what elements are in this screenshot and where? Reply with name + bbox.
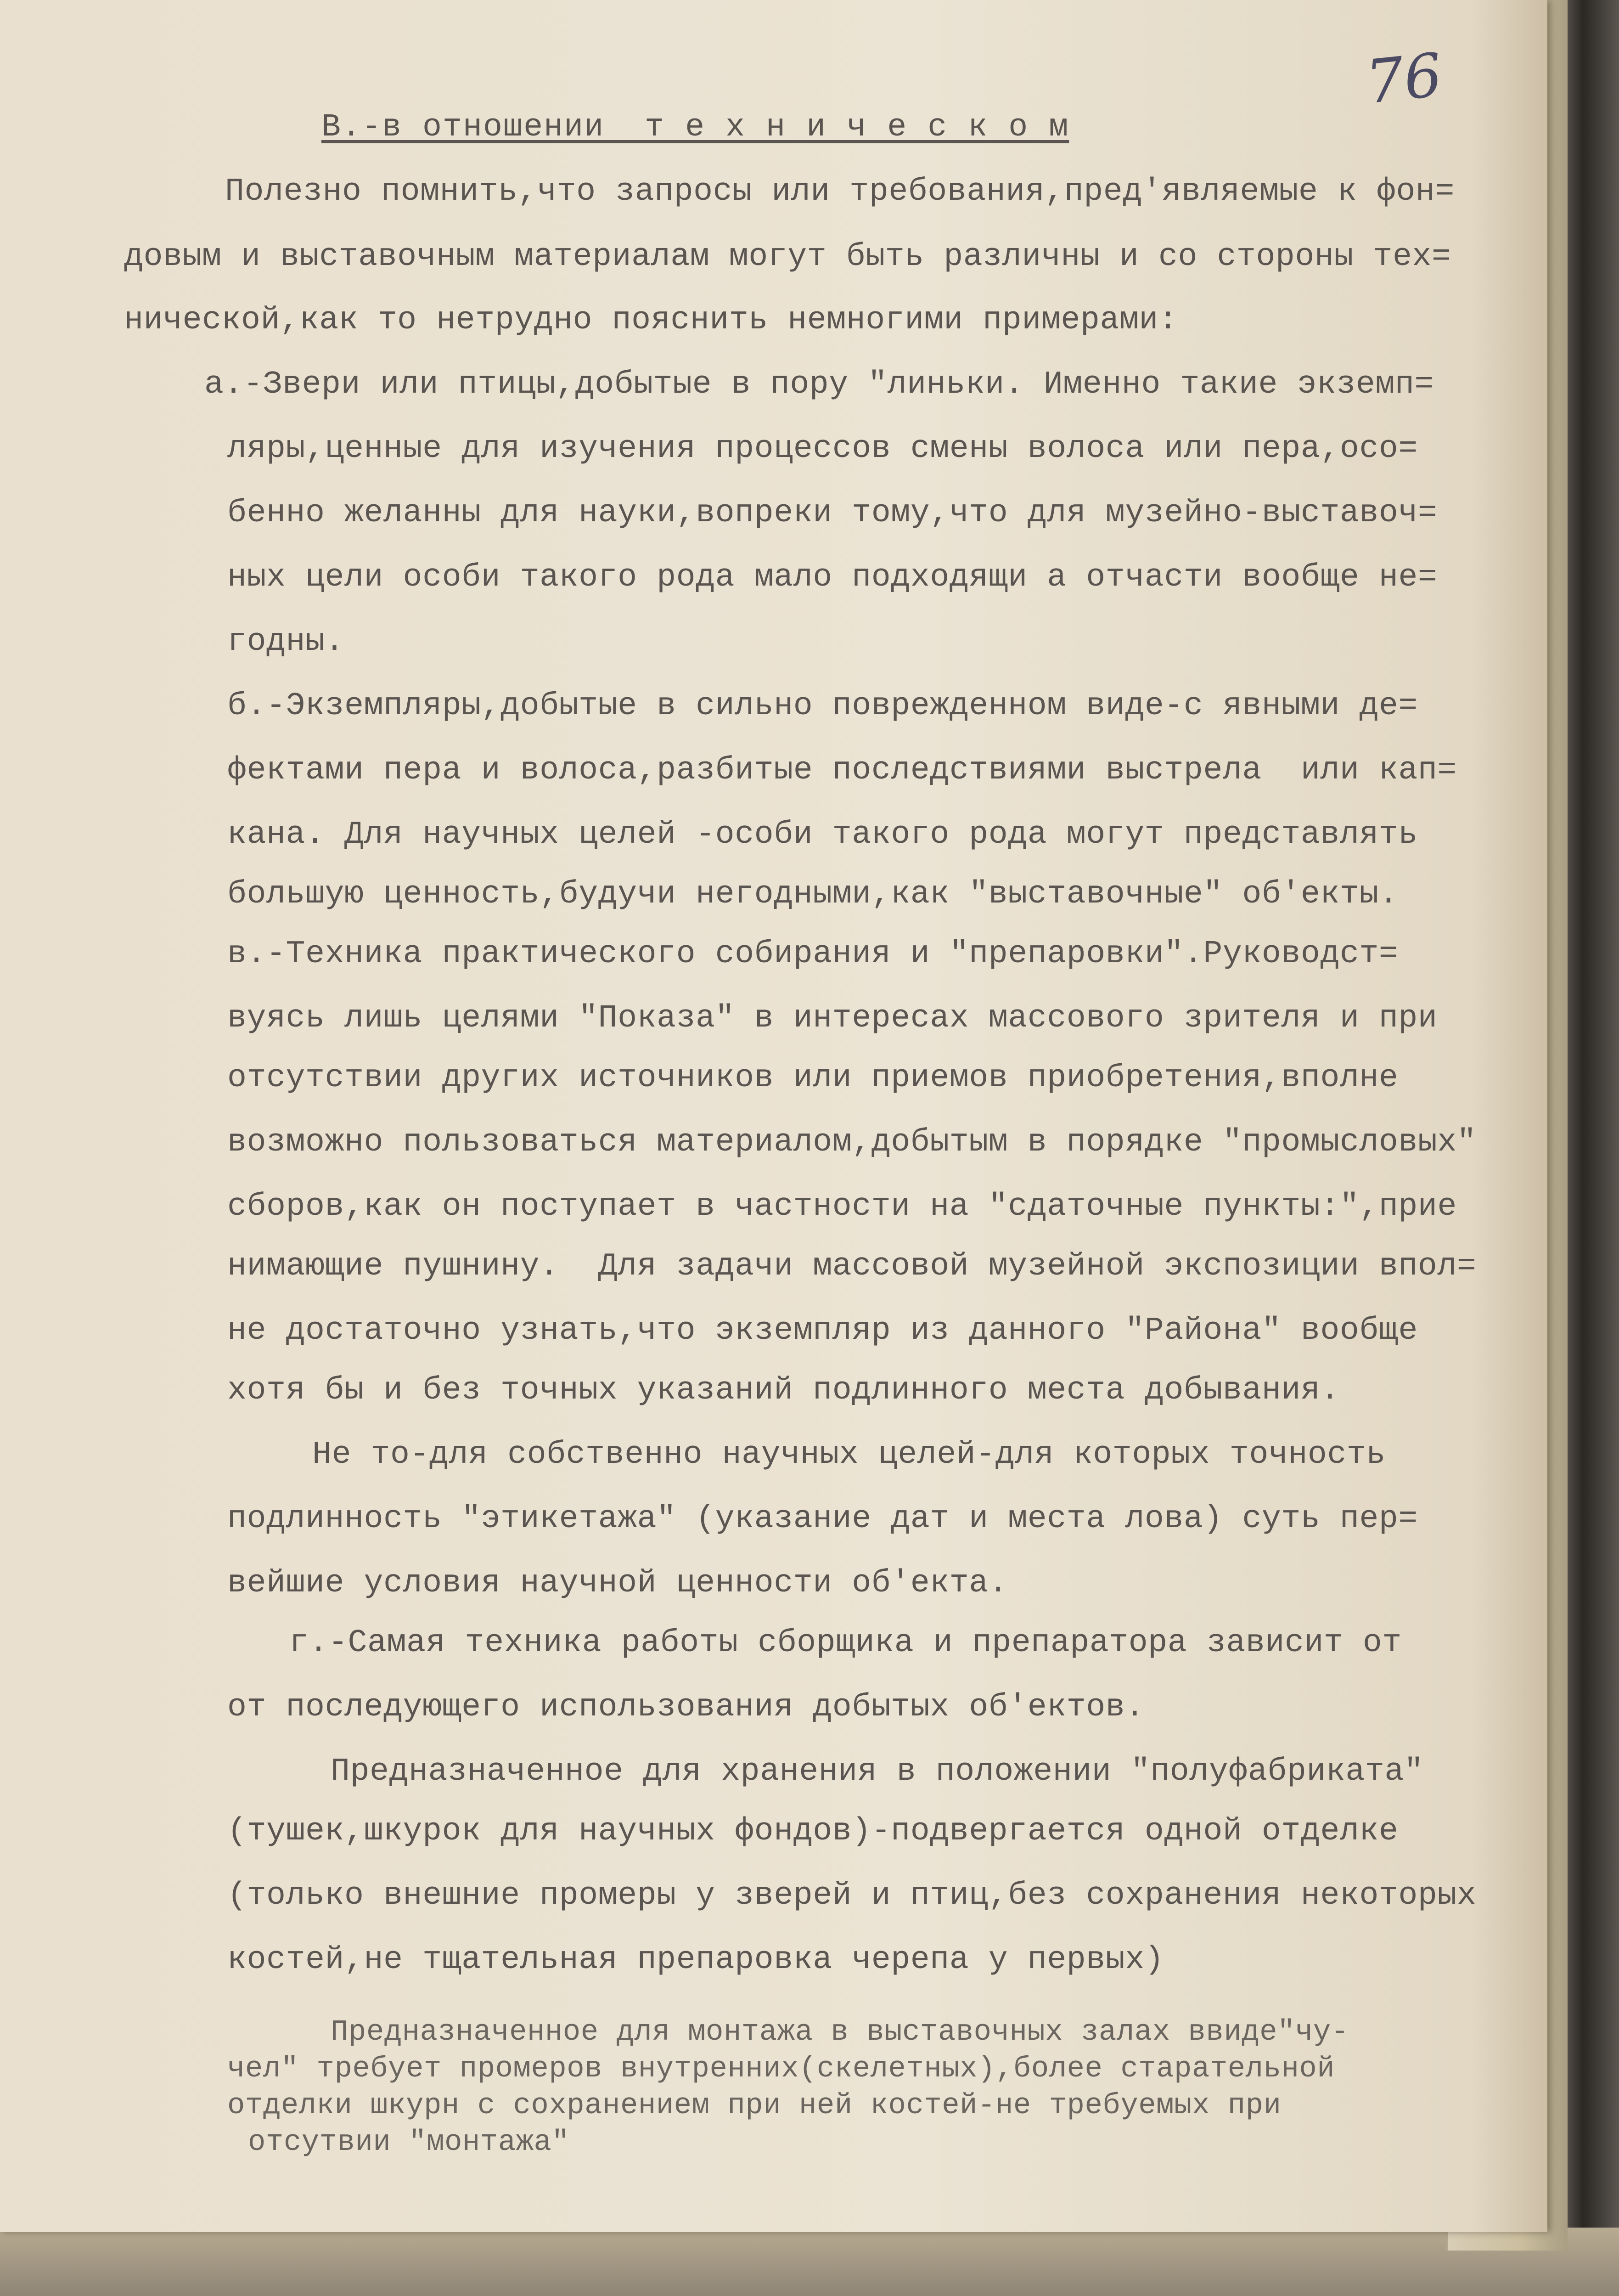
text-line: от последующего использования добытых об'ектов. — [227, 1689, 1145, 1726]
text-line: фектами пера и волоса,разбитые последствиями выстрела или кап= — [227, 752, 1457, 789]
text-line: Не то-для собственно научных целей-для которых точность — [312, 1437, 1386, 1473]
text-line: возможно пользоваться материалом,добытым в порядке "промысловых" — [227, 1124, 1477, 1161]
text-line: (тушек,шкурок для научных фондов)-подвергается одной отделке — [227, 1813, 1399, 1850]
handwritten-page-number: 76 — [1362, 39, 1445, 118]
text-line-footnote: Предназначенное для монтажа в выставочных залах ввиде"чу- — [331, 2016, 1349, 2049]
text-line: бенно желанны для науки,вопреки тому,что для музейно-выставоч= — [227, 495, 1438, 531]
text-line: Полезно помнить,что запросы или требования,пред'являемые к фон= — [225, 174, 1455, 210]
text-line: подлинность "этикетажа" (указание дат и места лова) суть пер= — [227, 1501, 1418, 1537]
text-line: отсутствии других источников или приемов приобретения,вполне — [227, 1060, 1399, 1096]
text-line: Предназначенное для хранения в положении "полуфабриката" — [331, 1754, 1424, 1790]
text-line: большую ценность,будучи негодными,как "выставочные" об'екты. — [227, 876, 1399, 913]
text-line: ляры,ценные для изучения процессов смены волоса или пера,осо= — [227, 431, 1418, 467]
text-line: вуясь лишь целями "Показа" в интересах массового зрителя и при — [227, 1000, 1438, 1037]
text-line: довым и выставочным материалам могут быть различны и со стороны тех= — [124, 239, 1451, 275]
section-heading: В.-в отношении т е х н и ч е с к о м — [321, 109, 1069, 146]
text-line: в.-Техника практического собирания и "препаровки".Руководст= — [227, 936, 1399, 972]
text-line: хотя бы и без точных указаний подлинного места добывания. — [227, 1372, 1340, 1409]
text-line: вейшие условия научной ценности об'екта. — [227, 1565, 1008, 1602]
text-line-footnote: отделки шкурн с сохранением при ней костей-не требуемых при — [227, 2089, 1282, 2122]
text-line: г.-Самая техника работы сборщика и препаратора зависит от — [289, 1625, 1402, 1661]
text-line-footnote: чел" требует промеров внутренних(скелетных),более старательной — [227, 2053, 1335, 2086]
text-line: б.-Экземпляры,добытые в сильно поврежденном виде-с явными де= — [227, 688, 1418, 724]
text-line: ных цели особи такого рода мало подходящи а отчасти вообще не= — [227, 559, 1438, 596]
desk-bottom-edge — [0, 2228, 1619, 2296]
text-line: сборов,как он поступает в частности на "сдаточные пункты:",прие — [227, 1189, 1457, 1225]
text-line: (только внешние промеры у зверей и птиц,без сохранения некоторых — [227, 1878, 1477, 1914]
text-line: не достаточно узнать,что экземпляр из данного "Района" вообще — [227, 1313, 1418, 1349]
text-line: кана. Для научных целей -особи такого рода могут представлять — [227, 817, 1418, 853]
text-line: годны. — [227, 624, 345, 660]
text-line: нимающие пушнину. Для задачи массовой музейной экспозиции впол= — [227, 1248, 1477, 1285]
text-line: а.-Звери или птицы,добытые в пору "линьки. Именно такие экземп= — [204, 367, 1434, 403]
text-line-footnote: отсутвии "монтажа" — [248, 2126, 570, 2159]
text-line: нической,как то нетрудно пояснить немногими примерами: — [124, 302, 1178, 338]
text-line: костей,не тщательная препаровка черепа у первых) — [227, 1942, 1164, 1978]
